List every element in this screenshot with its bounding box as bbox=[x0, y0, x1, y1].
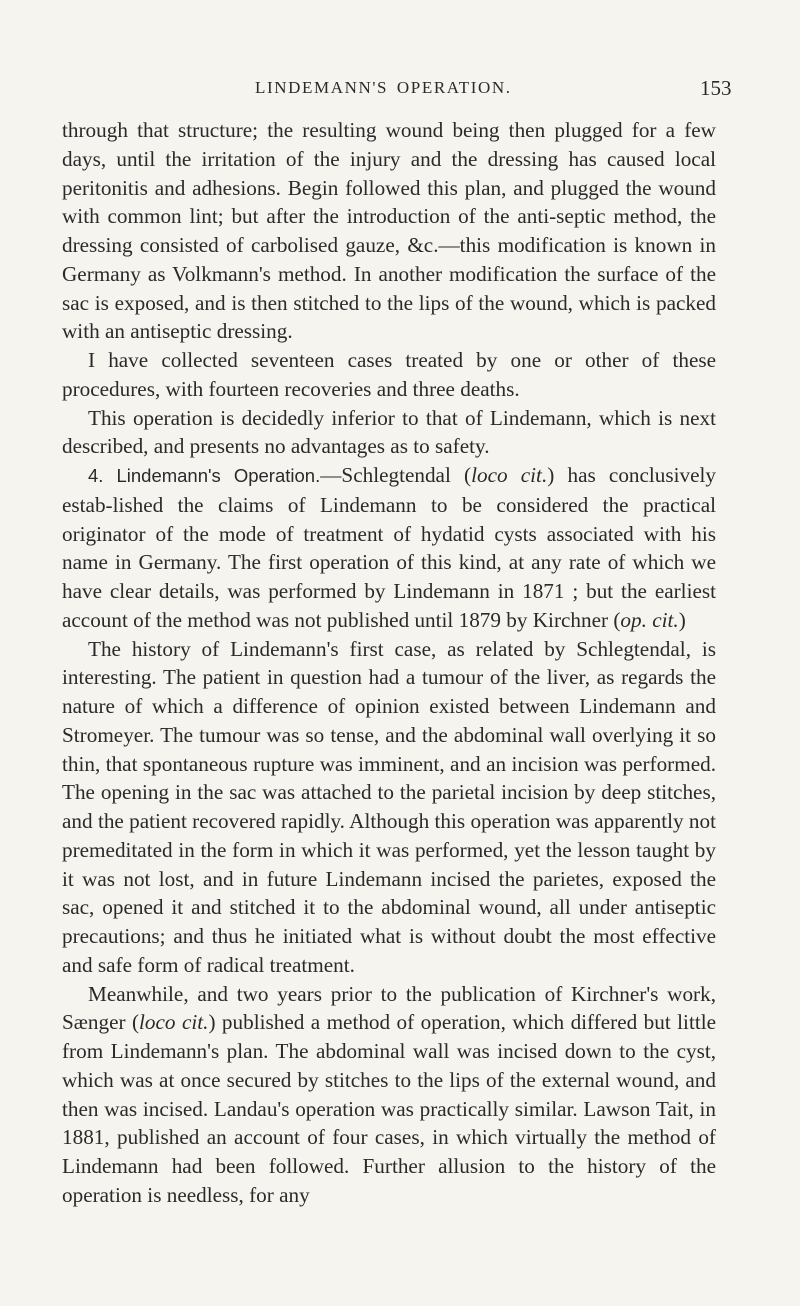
running-title: LINDEMANN'S OPERATION. bbox=[255, 78, 512, 97]
paragraph-4-text-c: ) bbox=[678, 607, 686, 632]
citation: loco cit. bbox=[471, 463, 548, 487]
paragraph-4 bbox=[62, 461, 716, 635]
paragraph-4-text-b: ) has conclusively estab-lished the claims of Lindemann to be considered the practical originator of the mode of treatment of hydatid cysts associated with his name in Germany. The first operation of this kind, at any rate of which we have clear details, was performed by Lindemann in 1871 ; but the earliest account of the method was not published until 1879 by Kirchner ( bbox=[62, 463, 717, 632]
page-header bbox=[0, 76, 800, 106]
paragraph-4-text-a: —Schlegtendal ( bbox=[320, 463, 472, 487]
citation: loco cit. bbox=[139, 1010, 209, 1035]
paragraph-1: through that structure; the resulting wound being then plugged for a few days, until the irritation of the injury and the dressing has caused local peritonitis and adhesions. Begin followed this plan, and plugged the wound with common lint; but after the introduction of the anti-septic method, the dressing consisted of carbolised gauze, &c.—this modification is known in Germany as Volkmann's method. In another modification the surface of the sac is exposed, and is then stitched to the lips of the wound, which is packed with an antiseptic dressing. bbox=[62, 118, 716, 344]
paragraph-2: I have collected seventeen cases treated by one or other of these procedures, with fourteen recoveries and three deaths. bbox=[62, 348, 716, 401]
paragraph-5: The history of Lindemann's first case, as related by Schlegtendal, is interesting. The patient in question had a tumour of the liver, as regards the nature of which a difference of opinion existed between Lindemann and Stromeyer. The tumour was so tense, and the abdominal wall overlying it so thin, that spontaneous rupture was imminent, and an incision was performed. The opening in the sac was attached to the parietal incision by deep stitches, and the patient recovered rapidly. Although this operation was apparently not premeditated in the form in which it was performed, yet the lesson taught by it was not lost, and in future Lindemann incised the parietes, exposed the sac, opened it and stitched it to the abdominal wound, all under antiseptic precautions; and thus he initiated what is without doubt the most effective and safe form of radical treatment. bbox=[62, 636, 716, 977]
paragraph-3: This operation is decidedly inferior to that of Lindemann, which is next described, and presents no advantages as to safety. bbox=[62, 405, 716, 459]
paragraph-6-text-a: Meanwhile, and two years prior to the publication of Kirchner's work, Sænger ( bbox=[62, 981, 716, 1035]
section-heading: 4. Lindemann's Operation. bbox=[88, 465, 321, 486]
paragraph-6-text-b: ) published a method of operation, which differed but little from Lindemann's plan. The abdominal wall was incised down to the cyst, which was at once secured by stitches to the lips of the external wound, and then was incised. Landau's operation was practically similar. Lawson Tait, in 1881, published an account of four cases, in which virtually the method of Lindemann had been followed. Further allusion to the history of the operation is needless, for any bbox=[62, 1010, 717, 1207]
paragraph-6 bbox=[62, 980, 716, 1210]
page-number: 153 bbox=[700, 76, 732, 100]
citation: op. cit. bbox=[620, 607, 679, 632]
body-text bbox=[62, 116, 716, 1210]
